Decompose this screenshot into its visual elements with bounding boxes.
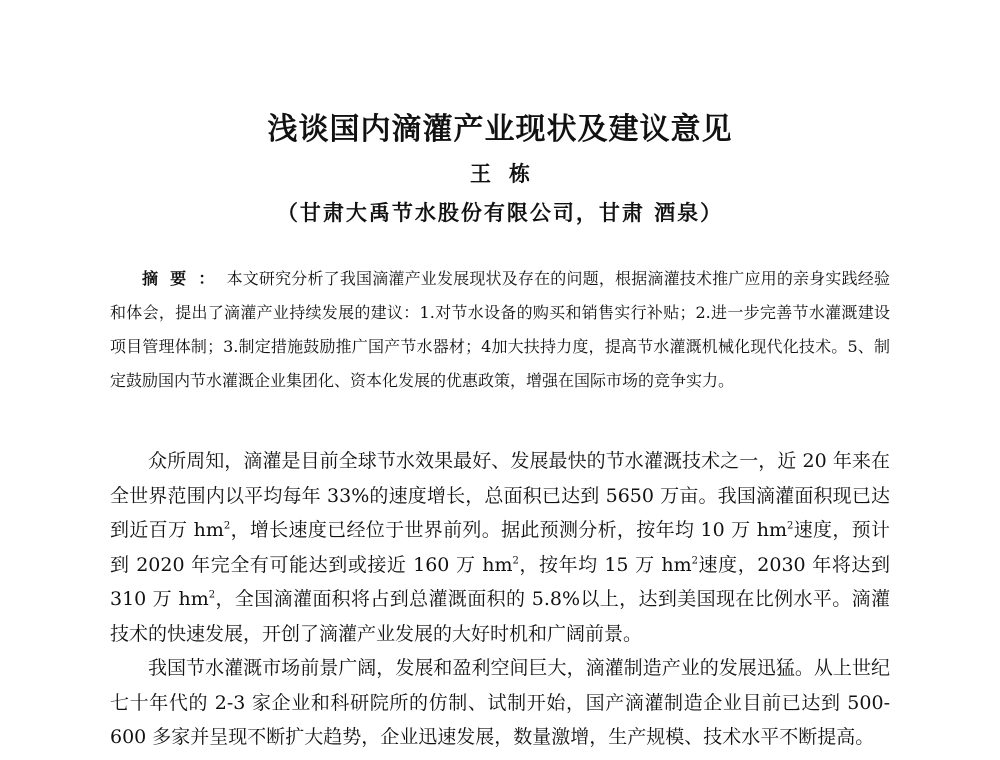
- abstract-label: 摘要：: [142, 269, 227, 288]
- superscript-2: 2: [512, 555, 519, 567]
- paragraph-1: [110, 444, 890, 651]
- author-name: 王栋: [470, 161, 548, 186]
- paragraph-1-part-3: 速度，预计到 2020 年完全有可能达到或接近 160 万 hm: [110, 519, 890, 576]
- superscript-2: 2: [787, 520, 794, 532]
- abstract: [110, 262, 890, 398]
- superscript-2: 2: [223, 520, 231, 532]
- author-affiliation: （甘肃大禹节水股份有限公司，甘肃 酒泉）: [276, 200, 724, 225]
- superscript-2: 2: [208, 589, 216, 601]
- abstract-text: 本文研究分析了我国滴灌产业发展现状及存在的问题，根据滴灌技术推广应用的亲身实践经验和体会，提出了滴灌产业持续发展的建议：1.对节水设备的购买和销售实行补贴；2.进一步完善节水灌溉建设项目管理体制；3.制定措施鼓励推广国产节水器材；4加大扶持力度，提高节水灌溉机械化现代化技术。5、制定鼓励国内节水灌溉企业集团化、资本化发展的优惠政策，增强在国际市场的竞争实力。: [110, 269, 890, 390]
- paragraph-1-part-5: 速度，2030 年将达到 310 万 hm: [110, 553, 890, 610]
- paper-title: 浅谈国内滴灌产业现状及建议意见: [267, 112, 733, 147]
- superscript-2: 2: [691, 555, 698, 567]
- paragraph-1-part-1: 众所周知，滴灌是目前全球节水效果最好、发展最快的节水灌溉技术之一，近 20 年来在全世界范围内以平均每年 33%的速度增长，总面积已达到 5650 万亩。我国滴灌面积现已达到近百万 hm: [110, 450, 890, 541]
- paragraph-2: 我国节水灌溉市场前景广阔，发展和盈利空间巨大，滴灌制造产业的发展迅猛。从上世纪七十年代的 2-3 家企业和科研院所的仿制、试制开始，国产滴灌制造企业目前已达到 500-600 多家并呈现不断扩大趋势，企业迅速发展，数量激增，生产规模、技术水平不断提高。: [110, 657, 890, 748]
- paragraph-1-part-2: ，增长速度已经位于世界前列。据此预测分析，按年均 10 万 hm: [230, 519, 788, 541]
- paragraph-1-part-4: ，按年均 15 万 hm: [518, 553, 692, 576]
- body-text: [110, 444, 890, 755]
- paragraph-1-part-6: ，全国滴灌面积将占到总灌溉面积的 5.8%以上，达到美国现在比例水平。滴灌技术的快速发展，开创了滴灌产业发展的大好时机和广阔前景。: [110, 588, 890, 645]
